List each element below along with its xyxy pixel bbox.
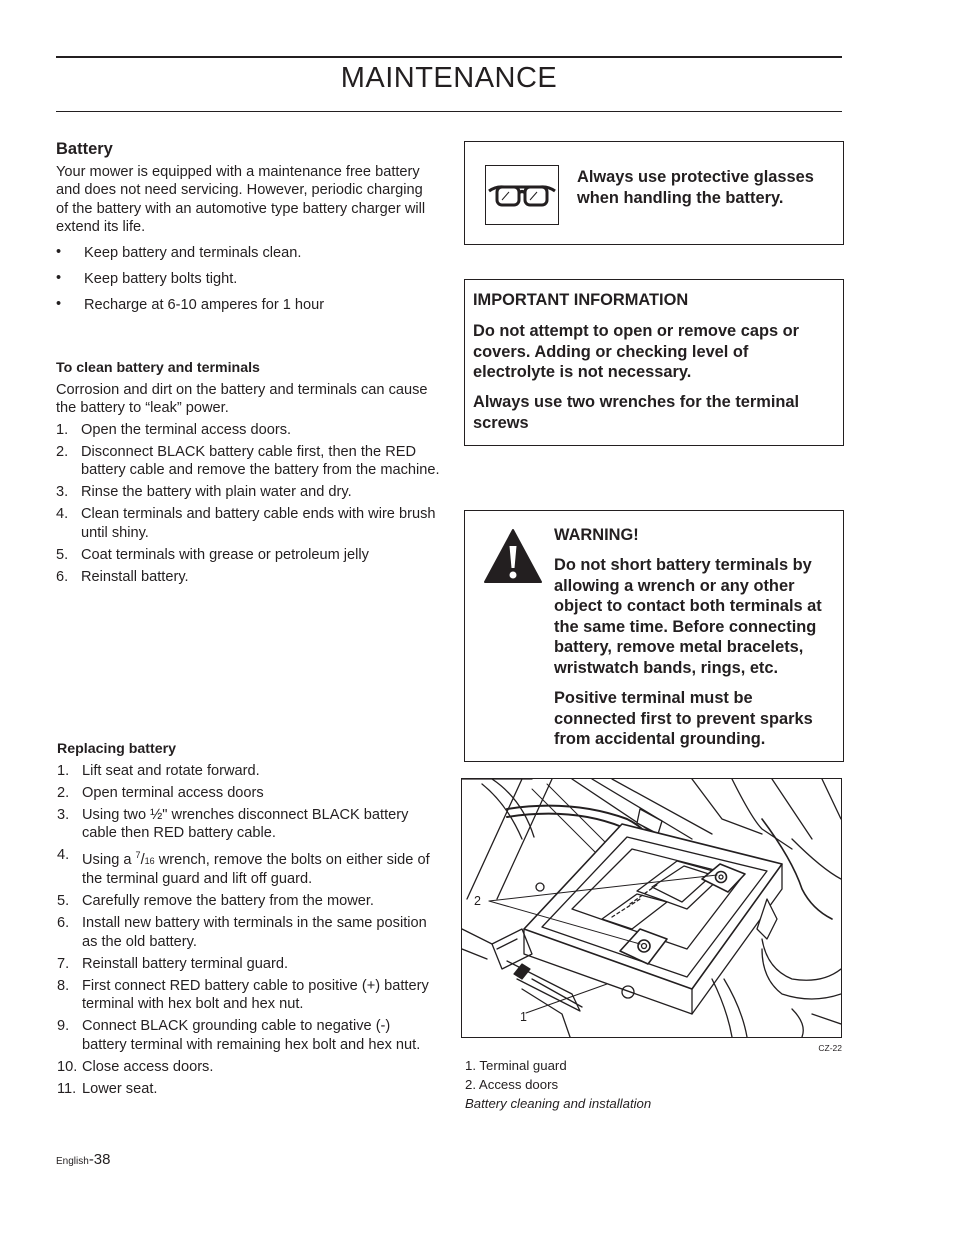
- list-item: 4. Using a $^7$/16 wrench, remove the bolts on either side of the terminal guard and lift off guard.: [57, 847, 430, 888]
- header-bottom-rule: [56, 111, 842, 112]
- battery-heading: Battery: [56, 140, 113, 158]
- clean-intro: Corrosion and dirt on the battery and terminals can cause the battery to “leak” power.: [56, 381, 428, 416]
- list-item: 5. Carefully remove the battery from the mower.: [57, 893, 374, 910]
- glasses-text: Always use protective glasses when handling the battery.: [577, 168, 814, 207]
- protective-glasses-notice: [464, 141, 844, 245]
- list-item: 1. Open the terminal access doors.: [56, 421, 292, 438]
- figure-legend-2: 2. Access doors: [465, 1077, 559, 1092]
- list-item: 3. Rinse the battery with plain water and dry.: [56, 484, 352, 500]
- list-item: 4. Clean terminals and battery cable ends with wire brush until shiny.: [56, 506, 436, 541]
- replace-heading: Replacing battery: [57, 741, 177, 757]
- list-item: 5. Coat terminals with grease or petroleum jelly: [56, 546, 369, 563]
- list-item: 11. Lower seat.: [57, 1080, 158, 1097]
- clean-heading: To clean battery and terminals: [56, 360, 260, 376]
- warning-box: [464, 510, 844, 762]
- warning-title: WARNING!: [554, 526, 639, 544]
- warning-para-2: Positive terminal must be connected first to prevent sparks from accidental grounding.: [554, 689, 813, 749]
- list-item: 1. Lift seat and rotate forward.: [57, 762, 260, 779]
- clean-section: [56, 359, 440, 590]
- list-item: • Recharge at 6-10 amperes for 1 hour: [56, 295, 325, 313]
- replace-steps: [57, 762, 437, 1099]
- callout-2-label: 2: [474, 894, 481, 908]
- important-information-box: [464, 279, 844, 446]
- header-top-rule: [56, 56, 842, 58]
- warning-triangle-icon: [483, 528, 543, 584]
- page-footer: [56, 1151, 111, 1169]
- clean-steps: [56, 421, 440, 587]
- list-item: 2. Disconnect BLACK battery cable first, then the RED battery cable and remove the battery from the machine.: [56, 443, 440, 478]
- important-title: IMPORTANT INFORMATION: [473, 291, 689, 309]
- figure-code: CZ-22: [818, 1043, 842, 1053]
- important-para-2: Always use two wrenches for the terminal screws: [473, 393, 800, 432]
- list-item: 6. Reinstall battery.: [56, 568, 189, 585]
- list-item: 10. Close access doors.: [57, 1058, 214, 1075]
- battery-illustration: [461, 778, 842, 1038]
- safety-glasses-icon: [485, 165, 559, 225]
- battery-intro: Your mower is equipped with a maintenance free battery and does not need servicing. However, periodic charging of the battery with an automotive type battery charger will extend its life.: [56, 163, 426, 235]
- battery-bullet-list: [56, 244, 436, 315]
- list-item: 8. First connect RED battery cable to positive (+) battery terminal with hex bolt and hex nut.: [57, 977, 429, 1013]
- list-item: 2. Open terminal access doors: [57, 784, 264, 801]
- list-item: 7. Reinstall battery terminal guard.: [57, 955, 289, 972]
- page-title: MAINTENANCE: [340, 62, 558, 94]
- figure-caption: Battery cleaning and installation: [465, 1096, 652, 1111]
- figure-legend-1: 1. Terminal guard: [465, 1058, 567, 1073]
- list-item: 6. Install new battery with terminals in the same position as the old battery.: [57, 915, 427, 950]
- battery-section: [56, 140, 436, 322]
- list-item: • Keep battery bolts tight.: [56, 269, 238, 287]
- list-item: 3. Using two ½" wrenches disconnect BLACK battery cable then RED battery cable.: [57, 806, 409, 841]
- list-item: 9. Connect BLACK grounding cable to negative (-) battery terminal with remaining hex bolt and hex nut.: [57, 1018, 421, 1053]
- important-para-1: Do not attempt to open or remove caps or covers. Adding or checking level of electrolyte is not necessary.: [473, 322, 800, 382]
- replace-section: [57, 740, 437, 1102]
- page-number: -38: [88, 1151, 111, 1168]
- list-item: • Keep battery and terminals clean.: [56, 243, 302, 261]
- footer-language: English: [56, 1156, 89, 1167]
- callout-1-label: 1: [520, 1010, 527, 1024]
- warning-para-1: Do not short battery terminals by allowing a wrench or any other object to contact both terminals at the same time. Before connecting battery, remove metal bracelets, wristwatch bands, rings, etc.: [554, 556, 822, 677]
